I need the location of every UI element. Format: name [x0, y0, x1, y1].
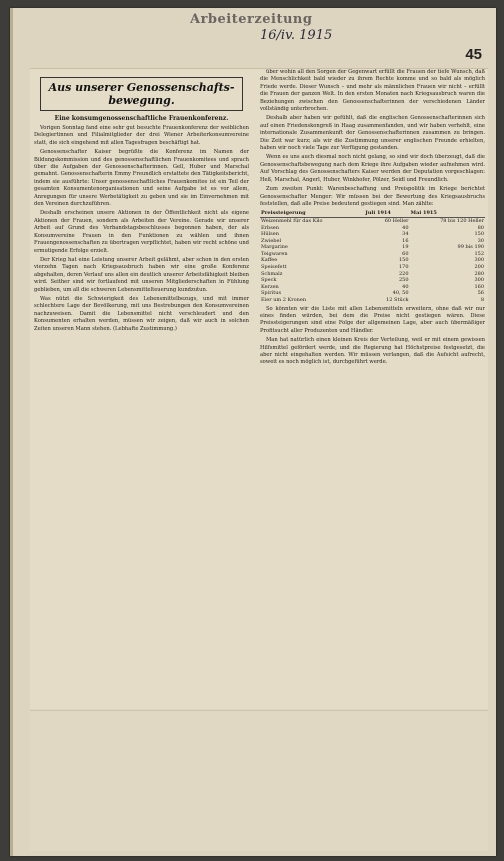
table-cell: Schmalz: [261, 270, 283, 277]
table-cell: Weizenmehl für das Kilo: [261, 217, 323, 224]
article-subtitle: Eine konsumgenossenschaftliche Frauenkonferenz.: [54, 115, 229, 122]
table-cell: 200: [474, 264, 484, 271]
table-cell: 300: [474, 277, 484, 284]
table-header: Juli 1914: [364, 210, 409, 217]
paragraph: Was nützt die Schwierigkeit des Lebensmittelbezugs, und mit immer schlechtere Lage der Bevölkerung, mit uns Bestrebungen den Konsumvereinen nachzuweisen. Damit die Lebensmittel nicht verschleudert und den Konsumenten erhalten werden, müssen wir zeigen, daß wir auch in solchen Zeiten unseren Mann stehen. (Lebhafte Zustimmung.): [34, 295, 249, 332]
table-cell: 60: [402, 250, 409, 257]
paragraph: So könnten wir die Liste mit allen Lebensmitteln erweitern, ohne daß wir nur eines finden würden, bei dem die Preise nicht gestiegen wären. Diese Preissteigerungen sind eine Folge der allgemeinen Lage, aber auch übermäßiger Profitsucht aller Produzenten und Händler.: [260, 305, 485, 334]
table-cell: 280: [474, 270, 484, 277]
table-row: [260, 290, 485, 297]
paragraph: Vorigen Sonntag fand eine sehr gut besuchte Frauenkonferenz der weiblichen Delegiertinnen und Filialmitglieder der drei Wiener Arbeiterkonsumvereine statt, die sich eingehend mit allen Tagesfragen beschäftigt hat.: [34, 125, 249, 146]
sheet-edge: [10, 8, 13, 856]
newspaper-clipping: [30, 68, 488, 709]
headline-box: [40, 77, 243, 111]
table-header-row: [260, 210, 485, 217]
page-number: 45: [465, 46, 482, 63]
table-cell: Kerzen: [261, 283, 279, 290]
table-cell: 16: [402, 237, 409, 244]
table-row: [260, 238, 485, 245]
table-row: [260, 297, 485, 304]
masthead: Arbeiterzeitung: [190, 12, 313, 27]
table-row: [260, 217, 485, 224]
table-cell: 80: [477, 224, 484, 231]
table-cell: Hülsen: [261, 231, 279, 238]
table-cell: 250: [399, 277, 409, 284]
table-cell: 30: [477, 237, 484, 244]
table-cell: 150: [474, 231, 484, 238]
table-cell: 19: [402, 244, 409, 251]
table-cell: 56: [477, 290, 484, 297]
table-cell: Speck: [261, 277, 277, 284]
table-cell: 152: [474, 250, 484, 257]
table-row: [260, 244, 485, 251]
table-header: Preissteigerung: [260, 210, 364, 217]
column-right: [260, 69, 485, 705]
table-cell: 99 bis 190: [457, 244, 484, 251]
table-cell: Spiritus: [261, 290, 282, 297]
price-table-body: [260, 217, 485, 303]
table-cell: Erbsen: [261, 224, 279, 231]
paragraph: Deshalb aber haben wir gefühlt, daß die englischen Genossenschafterinnen sich auf einen Friedenskongreß in Haag zusammenfanden, und wir haben verhehlt, eine internationale Zusammenkunft der Genossenschafterinnen zusammen zu bringen. Die Zeit war kurz; als wir die Zustimmung unserer englischen Freunde erhielten, haben wir noch viele Tage zur Verfügung gestanden.: [260, 115, 485, 152]
table-cell: 34: [402, 231, 409, 238]
table-cell: 40: [402, 224, 409, 231]
mounting-paper: [30, 710, 488, 851]
handwritten-date: 16/iv. 1915: [260, 28, 333, 43]
paragraph: Deshalb erscheinen unsere Aktionen in der Öffentlichkeit nicht als eigene Aktionen der Frauen, sondern als Arbeiten der Vereine. Gerade wir unserer Arbeit auf Grund des Verbandstagsbeschlusses begonnen haben, der als Konsumvereine Frauen in den Funktionen zu wählen und ihnen Frauengenossenschaften zu übertragen verpflichtet, haben wir recht schöne und ermutigende Erfolge erzielt.: [34, 210, 249, 254]
table-cell: Eier um 2 Kronen: [261, 297, 307, 304]
paragraph: über wohin all den Sorgen der Gegenwart erfüllt die Frauen der tiefe Wunsch, daß die Menschlichkeit bald wieder zu ihrem Rechte komme und so bald als möglich Friede werde. Dieser Wunsch – und mehr als männlichen Frauen wir nicht – erfüllt die Frauen der ganzen Welt. In den ersten Monaten nach Kriegsausbruch waren die Beziehungen zwischen den Genossenschafterinnen der verschiedenen Länder vollständig unterbrochen.: [260, 69, 485, 113]
paragraph: Wenn es uns auch diesmal noch nicht gelang, so sind wir doch überzeugt, daß die Genossenschaftsbewegung nach dem Kriege ihre Aufgaben wieder aufnehmen wird. Auf Vorschlag des Genossenschafters Kaiser werden der Deputation vorgeschlagen: Heß, Marschal, Angerl, Huber, Winkhofer, Pölzer, Seidl und Freundlich.: [260, 154, 485, 183]
price-table: [260, 210, 485, 303]
table-row: [260, 264, 485, 271]
table-row: [260, 231, 485, 238]
table-cell: Speisefett: [261, 264, 287, 271]
table-cell: 40: [402, 283, 409, 290]
table-row: [260, 271, 485, 278]
paragraph: Der Krieg hat eine Leistung unserer Arbeit gelähmt, aber schon in den ersten vierzehn Tagen nach Kriegsausbruch haben wir eine große Konferenz abgehalten, deren Verlauf uns allen ein deutlich unserer Arbeitsfähigkeit bleiben wird. Seither sind wir fortlaufend mit unseren Mitgliederschaften in Fühlung geblieben, um all die schweren Lebensmittelteuerung kundzutun.: [34, 256, 249, 293]
table-cell: Zwiebel: [261, 237, 282, 244]
table-cell: Kaffee: [261, 257, 278, 264]
table-cell: 220: [399, 270, 409, 277]
table-row: [260, 284, 485, 291]
paragraph: Genossenschafter Kaiser begrüßte die Konferenz im Namen der Bildungskommission und des genossenschaftlichen Frauenkomitees und sprach über die Aufgaben der Genossenschafterinnen. Gell, Huber und Marschal gemahnt. Genossenschafterin Emmy Freundlich erstattete den Tätigkeitsbericht, indem sie ausführte: Unser genossenschaftliches Frauenkomitee ist ein Teil der gesamten Konsumentenorganisationen und seine Aufgabe ist es vor allem, Anregungen für unsere Werbetätigkeit zu geben und sie im Einvernehmen mit den Vereinen durchzuführen.: [34, 149, 249, 208]
table-cell: 12 Stück: [386, 297, 409, 304]
column-left: [34, 69, 249, 705]
table-header: Mai 1915: [410, 210, 485, 217]
table-cell: 160: [474, 283, 484, 290]
article-title: Aus unserer Genossenschafts-bewegung.: [48, 81, 235, 107]
table-cell: 170: [399, 264, 409, 271]
table-cell: 40, 50: [392, 290, 409, 297]
table-cell: 78 bis 120 Heller: [440, 217, 484, 224]
table-row: [260, 251, 485, 258]
table-cell: 8: [480, 297, 484, 304]
table-cell: 300: [474, 257, 484, 264]
clipping-sheet: [10, 8, 496, 856]
table-row: [260, 225, 485, 232]
table-row: [260, 257, 485, 264]
table-cell: 60 Heller: [384, 217, 409, 224]
paragraph: Man hat natürlich einen kleinen Kreis der Verteilung, weil er mit einem gewissen Hilfsmittel gefördert werde, und die Regierung hat Höchstpreise festgesetzt, die aber nicht eingehalten werden. Wir müssen verlangen, daß die Aufsicht aufrecht, soweit es noch möglich ist, durchgeführt werde.: [260, 337, 485, 366]
table-cell: Teigwaren: [261, 250, 288, 257]
table-cell: 150: [399, 257, 409, 264]
paragraph: Zum zweiten Punkt: Warenbeschaffung und Preispolitik im Kriege berichtet Genossenschafter Menger: Wir müssen bei der Bewertung des Kriegsausbruchs feststellen, daß alle Preise bedeutend gestiegen sind. Man zählte:: [260, 186, 485, 207]
table-cell: Margarine: [261, 244, 288, 251]
table-row: [260, 277, 485, 284]
